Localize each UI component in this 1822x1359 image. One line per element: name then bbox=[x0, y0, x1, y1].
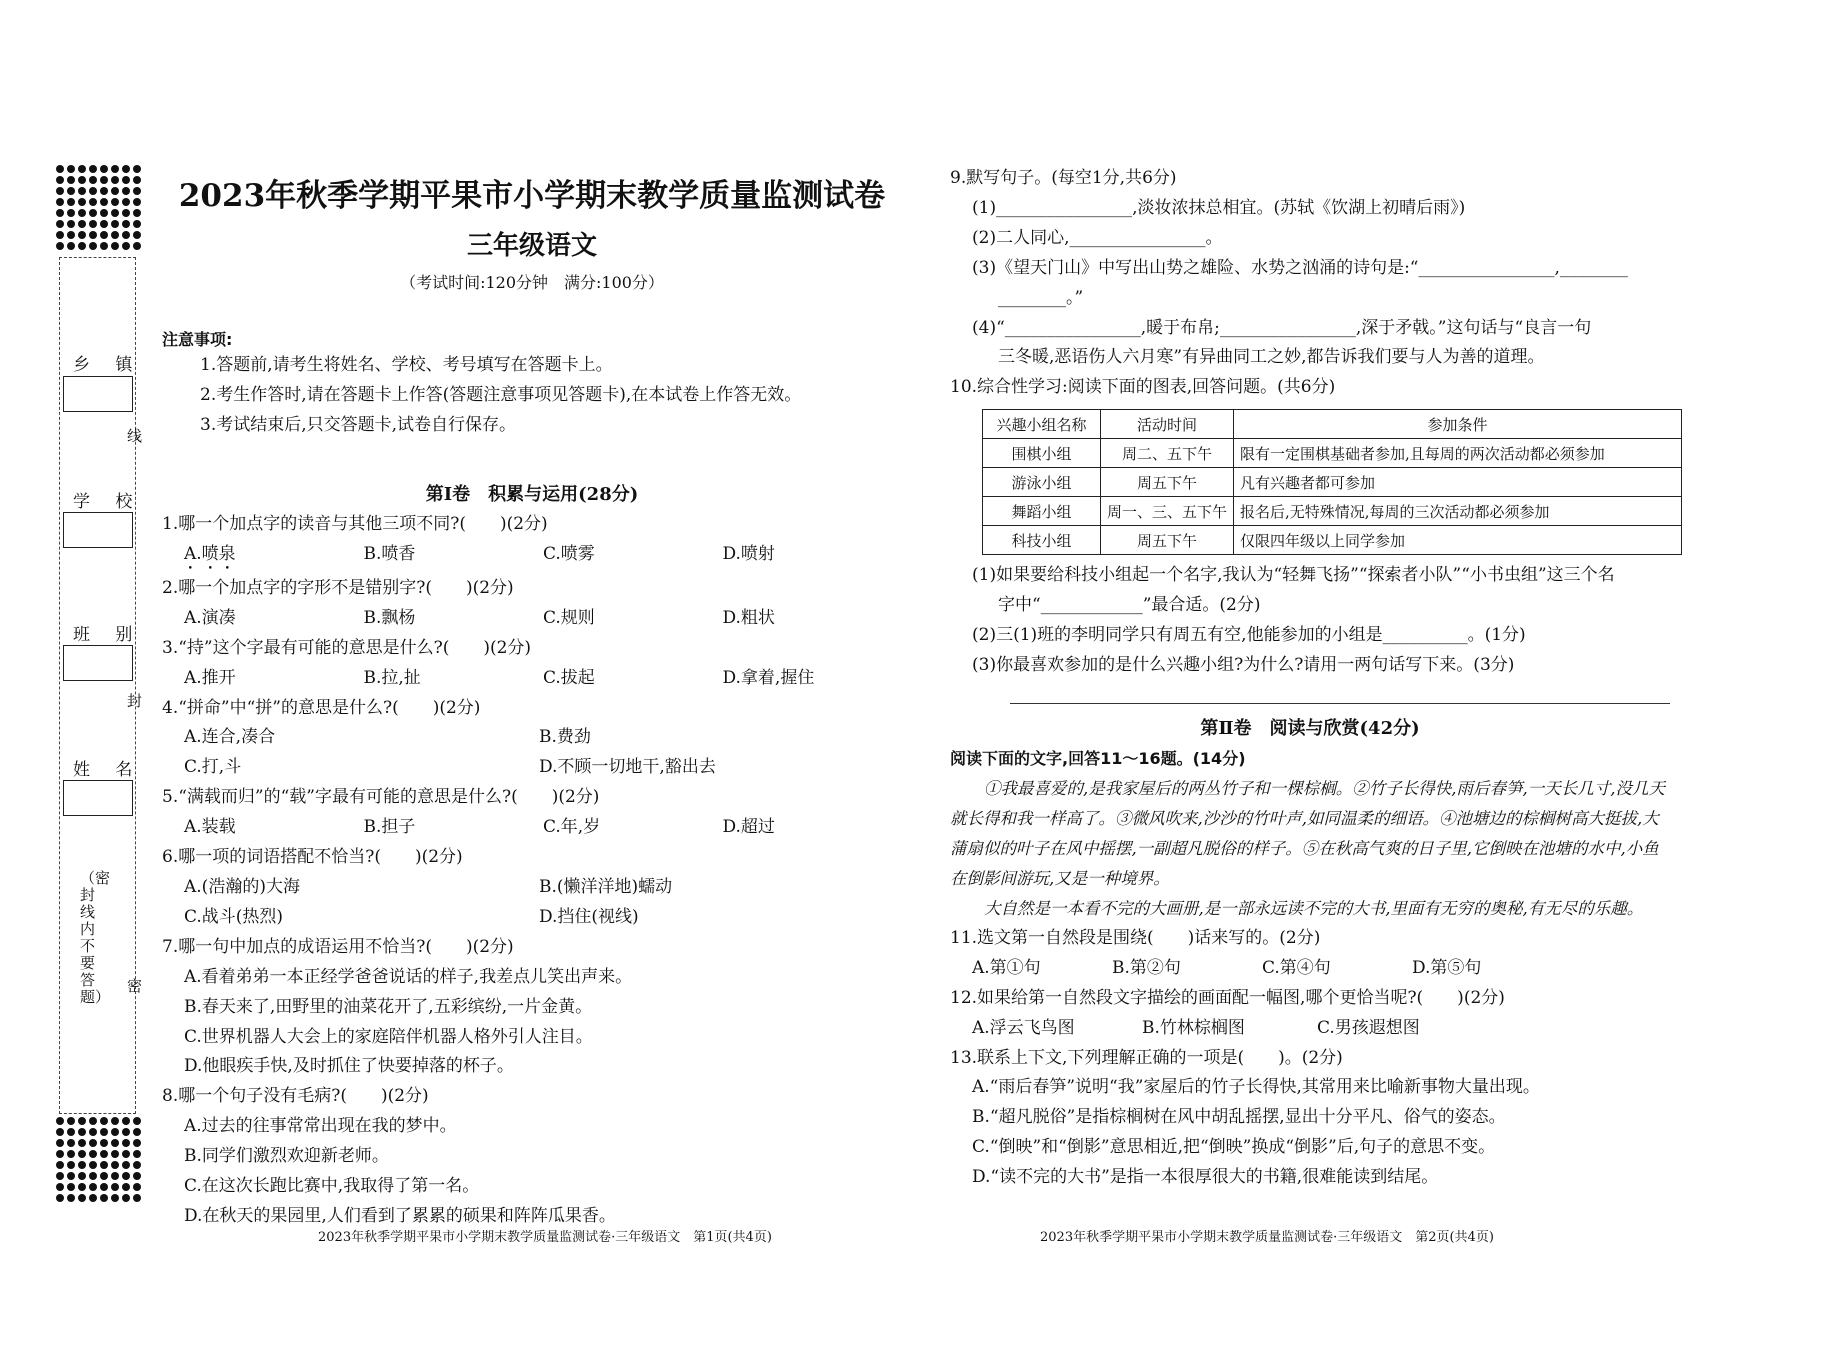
question-6-options bbox=[162, 873, 902, 933]
binding-dot bbox=[133, 1172, 141, 1180]
question-4-options bbox=[162, 723, 902, 783]
option: C.第④句 bbox=[1262, 957, 1331, 978]
option: A.浮云飞鸟图 bbox=[972, 1017, 1075, 1038]
binding-dot bbox=[100, 231, 108, 239]
sub-item: (1)________________,淡妆浓抹总相宜。(苏轼《饮湖上初晴后雨》) bbox=[972, 197, 1466, 218]
cut-mark-secret: 密 bbox=[127, 977, 143, 995]
option: D.挡住(视线) bbox=[539, 906, 639, 927]
page-footer-right: 2023年秋季学期平果市小学期末教学质量监测试卷·三年级语文 第2页(共4页) bbox=[1040, 1230, 1494, 1245]
page-right bbox=[950, 164, 1670, 1193]
note-item: 2.考生作答时,请在答题卡上作答(答题注意事项见答题卡),在本试卷上作答无效。 bbox=[200, 385, 802, 405]
binding-dot bbox=[67, 1117, 75, 1125]
option: A.喷泉 bbox=[184, 543, 236, 564]
field-box-town[interactable] bbox=[63, 376, 133, 412]
binding-dot bbox=[67, 187, 75, 195]
binding-dot bbox=[56, 1172, 64, 1180]
binding-dot bbox=[56, 198, 64, 206]
table-header: 活动时间 bbox=[1101, 410, 1234, 439]
question-2: 2.哪一个加点字的字形不是错别字?( )(2分) bbox=[162, 577, 514, 598]
field-label-town: 乡 镇 bbox=[73, 355, 143, 375]
option: A.第①句 bbox=[972, 957, 1041, 978]
binding-dot bbox=[56, 1117, 64, 1125]
binding-dot bbox=[122, 220, 130, 228]
binding-dot bbox=[122, 176, 130, 184]
question-8: 8.哪一个句子没有毛病?( )(2分) bbox=[162, 1086, 429, 1107]
table-cell: 舞蹈小组 bbox=[983, 497, 1101, 526]
table-header: 兴趣小组名称 bbox=[983, 410, 1101, 439]
binding-dot bbox=[56, 1194, 64, 1202]
binding-dot bbox=[56, 165, 64, 173]
option: D.不顾一切地干,豁出去 bbox=[539, 757, 716, 778]
reading-passage-2: 大自然是一本看不完的大画册,是一部永远读不完的大书,里面有无穷的奥秘,有无尽的乐趣。 bbox=[984, 898, 1644, 918]
table-header-row bbox=[983, 410, 1682, 439]
option: B.飘杨 bbox=[363, 607, 416, 628]
exam-subtitle: 三年级语文 bbox=[466, 231, 597, 261]
page-footer-left: 2023年秋季学期平果市小学期末教学质量监测试卷·三年级语文 第1页(共4页) bbox=[318, 1230, 772, 1245]
binding-dot bbox=[100, 242, 108, 250]
table-row bbox=[983, 526, 1682, 555]
table-cell: 限有一定围棋基础者参加,且每周的两次活动都必须参加 bbox=[1234, 439, 1682, 468]
section-divider bbox=[1010, 703, 1670, 704]
option: C.规则 bbox=[543, 607, 595, 628]
binding-dot bbox=[78, 1117, 86, 1125]
table-cell: 周二、五下午 bbox=[1101, 439, 1234, 468]
binding-dot bbox=[67, 165, 75, 173]
binding-dot bbox=[122, 1194, 130, 1202]
question-1: 1.哪一个加点字的读音与其他三项不同?( )(2分) bbox=[162, 514, 548, 534]
binding-dot bbox=[133, 1139, 141, 1147]
option: A.过去的往事常常出现在我的梦中。 bbox=[184, 1116, 457, 1137]
table-cell: 周五下午 bbox=[1101, 526, 1234, 555]
sub-item: (2)三(1)班的李明同学只有周五有空,他能参加的小组是__________。(1分) bbox=[972, 625, 1526, 646]
binding-dot bbox=[67, 1183, 75, 1191]
table-cell: 游泳小组 bbox=[983, 468, 1101, 497]
question-5-options bbox=[162, 813, 902, 843]
binding-dot bbox=[89, 1183, 97, 1191]
option: A.连合,凑合 bbox=[184, 727, 276, 748]
table-row bbox=[983, 468, 1682, 497]
binding-dot bbox=[100, 176, 108, 184]
table-cell: 周一、三、五下午 bbox=[1101, 497, 1234, 526]
binding-dot bbox=[111, 1150, 119, 1158]
option: D.喷射 bbox=[722, 543, 775, 564]
cut-mark-line: 线 bbox=[127, 427, 143, 445]
binding-dot bbox=[100, 1117, 108, 1125]
question-6: 6.哪一项的词语搭配不恰当?( )(2分) bbox=[162, 847, 463, 868]
binding-dot bbox=[67, 220, 75, 228]
binding-dot bbox=[133, 1117, 141, 1125]
option: D.第⑤句 bbox=[1412, 957, 1482, 978]
page-left bbox=[162, 170, 902, 1232]
binding-dot bbox=[100, 165, 108, 173]
binding-dot bbox=[122, 198, 130, 206]
binding-dot bbox=[67, 242, 75, 250]
binding-dot bbox=[89, 1117, 97, 1125]
binding-dot bbox=[100, 1139, 108, 1147]
binding-dot bbox=[133, 242, 141, 250]
question-13: 13.联系上下文,下列理解正确的一项是( )。(2分) bbox=[950, 1047, 1343, 1068]
binding-dot bbox=[78, 1183, 86, 1191]
binding-dot bbox=[133, 187, 141, 195]
binding-dot bbox=[100, 1128, 108, 1136]
binding-dot bbox=[122, 1183, 130, 1191]
binding-dot bbox=[111, 209, 119, 217]
table-row bbox=[983, 497, 1682, 526]
binding-dot bbox=[111, 198, 119, 206]
option: B.春天来了,田野里的油菜花开了,五彩缤纷,一片金黄。 bbox=[184, 996, 593, 1017]
binding-dot bbox=[56, 187, 64, 195]
binding-dot bbox=[89, 1150, 97, 1158]
option: B.(懒洋洋地)蠕动 bbox=[539, 876, 673, 897]
binding-dot bbox=[111, 1183, 119, 1191]
option: D.在秋天的果园里,人们看到了累累的硕果和阵阵瓜果香。 bbox=[184, 1205, 616, 1226]
binding-dot bbox=[122, 1172, 130, 1180]
binding-dot bbox=[78, 1194, 86, 1202]
binding-dot bbox=[56, 1161, 64, 1169]
table-cell: 科技小组 bbox=[983, 526, 1101, 555]
question-1-options bbox=[162, 540, 902, 574]
option: C.“倒映”和“倒影”意思相近,把“倒映”换成“倒影”后,句子的意思不变。 bbox=[972, 1137, 1496, 1158]
binding-dot bbox=[111, 1172, 119, 1180]
reading-intro: 阅读下面的文字,回答11～16题。(14分) bbox=[950, 748, 1246, 768]
sub-item: 三冬暖,恶语伤人六月寒”有异曲同工之妙,都告诉我们要与人为善的道理。 bbox=[998, 347, 1545, 368]
binding-dot bbox=[67, 231, 75, 239]
field-box-school[interactable] bbox=[63, 512, 133, 548]
binding-dot bbox=[67, 1128, 75, 1136]
binding-dot bbox=[78, 231, 86, 239]
question-11: 11.选文第一自然段是围绕( )话来写的。(2分) bbox=[950, 927, 1321, 948]
table-cell: 报名后,无特殊情况,每周的三次活动都必须参加 bbox=[1234, 497, 1682, 526]
binding-dot bbox=[111, 187, 119, 195]
binding-dots-bottom bbox=[56, 1117, 140, 1202]
note-item: 3.考试结束后,只交答题卡,试卷自行保存。 bbox=[200, 415, 517, 435]
binding-dot bbox=[111, 1117, 119, 1125]
binding-dot bbox=[133, 1183, 141, 1191]
option: D.他眼疾手快,及时抓住了快要掉落的杯子。 bbox=[184, 1056, 514, 1077]
binding-dot bbox=[78, 209, 86, 217]
binding-dot bbox=[56, 1183, 64, 1191]
option: A.演凑 bbox=[184, 607, 236, 628]
binding-dot bbox=[67, 1150, 75, 1158]
table-row bbox=[983, 439, 1682, 468]
binding-dot bbox=[78, 187, 86, 195]
question-12-options bbox=[950, 1014, 1670, 1044]
binding-dot bbox=[56, 220, 64, 228]
seal-note: （密封线内不要答题） bbox=[80, 869, 111, 1006]
exam-meta: （考试时间:120分钟 满分:100分） bbox=[400, 273, 664, 292]
binding-dot bbox=[100, 209, 108, 217]
binding-dot bbox=[89, 187, 97, 195]
binding-dot bbox=[89, 220, 97, 228]
binding-dot bbox=[89, 242, 97, 250]
binding-dot bbox=[133, 231, 141, 239]
option: A.(浩瀚的)大海 bbox=[184, 876, 300, 897]
field-box-name[interactable] bbox=[63, 780, 133, 816]
binding-dot bbox=[122, 165, 130, 173]
question-7: 7.哪一句中加点的成语运用不恰当?( )(2分) bbox=[162, 936, 514, 957]
sub-item: 字中“____________”最合适。(2分) bbox=[998, 595, 1261, 616]
reading-passage-1: ①我最喜爱的,是我家屋后的两丛竹子和一棵棕榈。②竹子长得快,雨后春笋,一天长几寸,没几天就长得和我一样高了。③微风吹来,沙沙的竹叶声,如同温柔的细语。④池塘边的棕榈树高大挺拔,大蒲扇似的叶子在风中摇摆,一副超凡脱俗的样子。⑤在秋高气爽的日子里,它倒映在池塘的水中,小鱼在倒影间游玩,又是一种境界。 bbox=[950, 778, 1665, 888]
binding-dot bbox=[122, 231, 130, 239]
binding-dot bbox=[111, 242, 119, 250]
binding-dot bbox=[89, 1128, 97, 1136]
binding-dot bbox=[78, 1139, 86, 1147]
binding-dot bbox=[78, 1150, 86, 1158]
option: C.男孩遐想图 bbox=[1317, 1017, 1420, 1038]
option: C.世界机器人大会上的家庭陪伴机器人格外引人注目。 bbox=[184, 1026, 593, 1047]
binding-dot bbox=[111, 165, 119, 173]
binding-dot bbox=[100, 1172, 108, 1180]
binding-dot bbox=[67, 198, 75, 206]
option: B.第②句 bbox=[1112, 957, 1181, 978]
option: D.拿着,握住 bbox=[722, 667, 815, 688]
option: C.拔起 bbox=[543, 667, 595, 688]
notes-heading: 注意事项: bbox=[162, 330, 233, 349]
section-heading-2: 第Ⅱ卷 阅读与欣赏(42分) bbox=[1200, 717, 1420, 739]
question-9: 9.默写句子。(每空1分,共6分) bbox=[950, 168, 1177, 188]
binding-dot bbox=[133, 176, 141, 184]
option: D.“读不完的大书”是指一本很厚很大的书籍,很难能读到结尾。 bbox=[972, 1167, 1439, 1188]
binding-dot bbox=[78, 176, 86, 184]
binding-dot bbox=[100, 220, 108, 228]
binding-dot bbox=[67, 1194, 75, 1202]
binding-dot bbox=[56, 242, 64, 250]
binding-dot bbox=[122, 1161, 130, 1169]
question-3: 3.“持”这个字最有可能的意思是什么?( )(2分) bbox=[162, 637, 532, 658]
binding-dot bbox=[100, 1161, 108, 1169]
option: C.喷雾 bbox=[543, 543, 595, 564]
binding-dot bbox=[122, 1150, 130, 1158]
question-12: 12.如果给第一自然段文字描绘的画面配一幅图,哪个更恰当呢?( )(2分) bbox=[950, 987, 1505, 1008]
binding-dot bbox=[122, 1117, 130, 1125]
binding-dot bbox=[67, 1161, 75, 1169]
binding-dot bbox=[56, 231, 64, 239]
binding-dot bbox=[122, 1139, 130, 1147]
field-label-class: 班 别 bbox=[73, 625, 143, 645]
table-cell: 围棋小组 bbox=[983, 439, 1101, 468]
sub-item: (4)“________________,暖于布帛;________________,深于矛戟。”这句话与“良言一句 bbox=[972, 317, 1592, 338]
binding-dot bbox=[111, 220, 119, 228]
binding-dot bbox=[56, 1150, 64, 1158]
binding-dot bbox=[67, 176, 75, 184]
sub-item: (3)《望天门山》中写出山势之雄险、水势之汹涌的诗句是:“________________,________ bbox=[972, 257, 1628, 278]
binding-dot bbox=[133, 1150, 141, 1158]
binding-dot bbox=[78, 242, 86, 250]
binding-dot bbox=[133, 1128, 141, 1136]
binding-dot bbox=[56, 1139, 64, 1147]
binding-dot bbox=[133, 1161, 141, 1169]
binding-dot bbox=[122, 1128, 130, 1136]
binding-dot bbox=[56, 176, 64, 184]
binding-dot bbox=[67, 209, 75, 217]
sub-item: ________。” bbox=[998, 287, 1084, 308]
question-4: 4.“拼命”中“拼”的意思是什么?( )(2分) bbox=[162, 697, 481, 718]
binding-dot bbox=[89, 198, 97, 206]
binding-dot bbox=[56, 209, 64, 217]
table-header: 参加条件 bbox=[1234, 410, 1682, 439]
option: C.战斗(热烈) bbox=[184, 906, 284, 927]
option: A.装载 bbox=[184, 817, 236, 838]
binding-dot bbox=[122, 209, 130, 217]
binding-dot bbox=[56, 1128, 64, 1136]
sub-item: (2)二人同心,________________。 bbox=[972, 227, 1223, 248]
binding-dot bbox=[78, 198, 86, 206]
section-heading-1: 第Ⅰ卷 积累与运用(28分) bbox=[425, 484, 639, 505]
binding-dot bbox=[100, 198, 108, 206]
option: B.拉,扯 bbox=[363, 667, 421, 688]
binding-dot bbox=[111, 1139, 119, 1147]
table-cell: 凡有兴趣者都可参加 bbox=[1234, 468, 1682, 497]
binding-dots-top bbox=[56, 165, 140, 250]
option: A.“雨后春笋”说明“我”家屋后的竹子长得快,其常用来比喻新事物大量出现。 bbox=[972, 1077, 1540, 1098]
binding-dot bbox=[111, 1161, 119, 1169]
binding-dot bbox=[133, 1194, 141, 1202]
sub-item: (3)你最喜欢参加的是什么兴趣小组?为什么?请用一两句话写下来。(3分) bbox=[972, 654, 1515, 675]
binding-dot bbox=[111, 1194, 119, 1202]
binding-dot bbox=[111, 231, 119, 239]
question-2-options bbox=[162, 604, 902, 634]
option: A.看着弟弟一本正经学爸爸说话的样子,我差点儿笑出声来。 bbox=[184, 966, 633, 987]
binding-dot bbox=[89, 1161, 97, 1169]
binding-dot bbox=[89, 209, 97, 217]
binding-dot bbox=[100, 1194, 108, 1202]
binding-dot bbox=[100, 1150, 108, 1158]
field-box-class[interactable] bbox=[63, 645, 133, 681]
option: B.担子 bbox=[363, 817, 416, 838]
binding-dot bbox=[89, 165, 97, 173]
question-3-options bbox=[162, 664, 902, 694]
option: B.同学们激烈欢迎新老师。 bbox=[184, 1146, 389, 1167]
option: D.粗状 bbox=[722, 607, 775, 628]
binding-dot bbox=[133, 220, 141, 228]
option: A.推开 bbox=[184, 667, 236, 688]
question-11-options bbox=[950, 954, 1670, 984]
binding-dot bbox=[122, 187, 130, 195]
sub-item: (1)如果要给科技小组起一个名字,我认为“轻舞飞扬”“探索者小队”“小书虫组”这三个名 bbox=[972, 565, 1615, 586]
option: B.喷香 bbox=[363, 543, 416, 564]
interest-group-table bbox=[982, 409, 1682, 555]
binding-dot bbox=[111, 176, 119, 184]
binding-dot bbox=[133, 165, 141, 173]
option: C.年,岁 bbox=[543, 817, 601, 838]
binding-dot bbox=[133, 198, 141, 206]
option: C.在这次长跑比赛中,我取得了第一名。 bbox=[184, 1176, 480, 1197]
binding-dot bbox=[78, 1161, 86, 1169]
binding-dot bbox=[111, 1128, 119, 1136]
binding-dot bbox=[67, 1139, 75, 1147]
field-label-school: 学 校 bbox=[73, 492, 143, 512]
option: D.超过 bbox=[722, 817, 775, 838]
binding-dot bbox=[89, 176, 97, 184]
question-10: 10.综合性学习:阅读下面的图表,回答问题。(共6分) bbox=[950, 377, 1336, 398]
table-cell: 周五下午 bbox=[1101, 468, 1234, 497]
binding-dot bbox=[100, 187, 108, 195]
binding-dot bbox=[78, 220, 86, 228]
exam-title: 2023年秋季学期平果市小学期末教学质量监测试卷 bbox=[178, 178, 886, 214]
binding-dot bbox=[89, 1139, 97, 1147]
option: B.竹林棕榈图 bbox=[1142, 1017, 1245, 1038]
binding-dot bbox=[122, 242, 130, 250]
binding-dot bbox=[100, 1183, 108, 1191]
binding-dot bbox=[78, 1128, 86, 1136]
option: B.费劲 bbox=[539, 727, 591, 748]
binding-dot bbox=[78, 1172, 86, 1180]
binding-dot bbox=[133, 209, 141, 217]
question-5: 5.“满载而归”的“载”字最有可能的意思是什么?( )(2分) bbox=[162, 787, 600, 808]
field-label-name: 姓 名 bbox=[73, 760, 143, 780]
binding-dot bbox=[89, 231, 97, 239]
binding-dot bbox=[78, 165, 86, 173]
option: B.“超凡脱俗”是指棕榈树在风中胡乱摇摆,显出十分平凡、俗气的姿态。 bbox=[972, 1107, 1506, 1128]
note-item: 1.答题前,请考生将姓名、学校、考号填写在答题卡上。 bbox=[200, 355, 613, 375]
binding-dot bbox=[67, 1172, 75, 1180]
table-cell: 仅限四年级以上同学参加 bbox=[1234, 526, 1682, 555]
binding-dot bbox=[89, 1194, 97, 1202]
option: C.打,斗 bbox=[184, 757, 242, 778]
binding-dot bbox=[89, 1172, 97, 1180]
cut-mark-seal: 封 bbox=[127, 692, 143, 710]
